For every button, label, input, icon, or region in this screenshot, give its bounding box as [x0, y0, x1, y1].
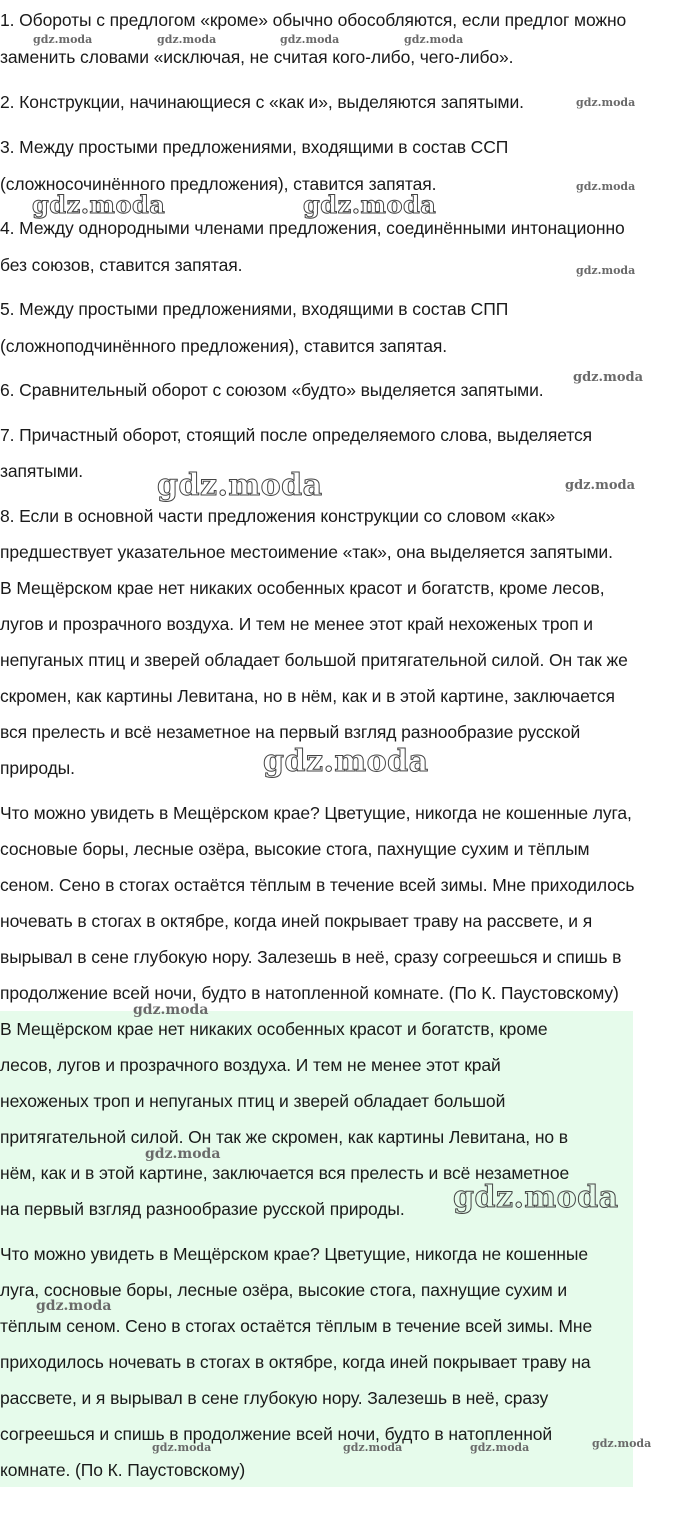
text-p2-line-1: Что можно увидеть в Мещёрском крае? Цветущие, никогда не кошенные луга, — [0, 803, 632, 823]
watermark: gdz.moda — [280, 33, 340, 46]
answer-p1-line-5: нём, как и в этой картине, заключается вся прелесть и всё незаметное — [0, 1163, 570, 1183]
watermark: gdz.moda — [576, 96, 636, 109]
watermark: gdz.moda — [343, 1441, 403, 1454]
watermark: gdz.moda — [573, 370, 644, 385]
watermark: gdz.moda — [592, 1437, 652, 1450]
answer-p2-line-1: Что можно увидеть в Мещёрском крае? Цветущие, никогда не кошенные — [0, 1244, 588, 1264]
watermark: gdz.moda — [157, 468, 323, 503]
answer-p1-line-1: В Мещёрском крае нет никаких особенных красот и богатств, кроме — [0, 1019, 548, 1039]
watermark: gdz.moda — [36, 1298, 112, 1314]
watermark: gdz.moda — [263, 744, 429, 779]
answer-p1-line-4: притягательной силой. Он так же скромен, как картины Левитана, но в — [0, 1127, 568, 1147]
rule-5-line-1: 5. Между простыми предложениями, входящими в состав СПП — [0, 299, 509, 319]
answer-p2-line-2: луга, сосновые боры, лесные озёра, высокие стога, пахнущие сухим и — [0, 1280, 568, 1300]
watermark: gdz.moda — [576, 264, 636, 277]
rule-8-line-2: предшествует указательное местоимение «так», она выделяется запятыми. — [0, 542, 613, 562]
text-p2-line-3: сеном. Сено в стогах остаётся тёплым в течение всей зимы. Мне приходилось — [0, 875, 635, 895]
text-p1-line-3: непуганых птиц и зверей обладает большой притягательной силой. Он так же — [0, 650, 628, 670]
rule-4-line-1: 4. Между однородными членами предложения, соединёнными интонационно — [0, 218, 625, 238]
answer-p2-line-6: согреешься и спишь в продолжение всей ночи, будто в натопленной — [0, 1424, 553, 1444]
answer-p2-line-4: приходилось ночевать в стогах в октябре, когда иней покрывает траву на — [0, 1352, 591, 1372]
watermark: gdz.moda — [303, 190, 437, 219]
text-p2-line-4: ночевать в стогах в октябре, когда иней покрывает траву на рассвете, и я — [0, 911, 593, 931]
watermark: gdz.moda — [470, 1441, 530, 1454]
text-p1-line-4: скромен, как картины Левитана, но в нём, как и в этой картине, заключается — [0, 686, 615, 706]
rule-1-line-1: 1. Обороты с предлогом «кроме» обычно обособляются, если предлог можно — [0, 10, 627, 30]
answer-p2-line-5: рассвете, и я вырывал в сене глубокую нору. Залезешь в неё, сразу — [0, 1388, 549, 1408]
watermark: gdz.moda — [33, 33, 93, 46]
text-p1-line-5: вся прелесть и всё незаметное на первый взгляд разнообразие русской — [0, 722, 581, 742]
text-p2-line-6: продолжение всей ночи, будто в натопленной комнате. (По К. Паустовскому) — [0, 983, 619, 1003]
rule-2-line-1: 2. Конструкции, начинающиеся с «как и», выделяются запятыми. — [0, 92, 524, 112]
answer-p1-line-2: лесов, лугов и прозрачного воздуха. И тем не менее этот край — [0, 1055, 501, 1075]
answer-p1-line-6: на первый взгляд разнообразие русской природы. — [0, 1199, 405, 1219]
watermark: gdz.moda — [453, 1180, 619, 1215]
rule-6-line-1: 6. Сравнительный оборот с союзом «будто» выделяется запятыми. — [0, 380, 544, 400]
text-p1-line-2: лугов и прозрачного воздуха. И тем не менее этот край нехоженых троп и — [0, 614, 593, 634]
text-p1-line-6: природы. — [0, 758, 75, 778]
rule-3-line-1: 3. Между простыми предложениями, входящими в состав ССП — [0, 137, 509, 157]
answer-p1-line-3: нехоженых троп и непуганых птиц и зверей обладает большой — [0, 1091, 506, 1111]
text-p1-line-1: В Мещёрском крае нет никаких особенных красот и богатств, кроме лесов, — [0, 578, 605, 598]
watermark: gdz.moda — [152, 1441, 212, 1454]
rule-5-line-2: (сложноподчинённого предложения), ставится запятая. — [0, 336, 448, 356]
text-p2-line-2: сосновые боры, лесные озёра, высокие стога, пахнущие сухим и тёплым — [0, 839, 590, 859]
watermark: gdz.moda — [565, 478, 636, 493]
rule-4-line-2: без союзов, ставится запятая. — [0, 255, 243, 275]
rule-1-line-2: заменить словами «исключая, не считая кого-либо, чего-либо». — [0, 47, 514, 67]
rule-7-line-2: запятыми. — [0, 461, 84, 481]
watermark: gdz.moda — [157, 33, 217, 46]
rule-3-line-2: (сложносочинённого предложения), ставится запятая. — [0, 174, 437, 194]
text-p2-line-5: вырывал в сене глубокую нору. Залезешь в неё, сразу согреешься и спишь в — [0, 947, 622, 967]
watermark: gdz.moda — [145, 1146, 221, 1162]
watermark: gdz.moda — [576, 180, 636, 193]
watermark: gdz.moda — [32, 190, 166, 219]
answer-p2-line-3: тёплым сеном. Сено в стогах остаётся тёплым в течение всей зимы. Мне — [0, 1316, 593, 1336]
rule-8-line-1: 8. Если в основной части предложения конструкции со словом «как» — [0, 506, 556, 526]
watermark: gdz.moda — [404, 33, 464, 46]
rule-7-line-1: 7. Причастный оборот, стоящий после определяемого слова, выделяется — [0, 425, 593, 445]
answer-p2-line-7: комнате. (По К. Паустовскому) — [0, 1460, 246, 1480]
watermark: gdz.moda — [133, 1002, 209, 1018]
